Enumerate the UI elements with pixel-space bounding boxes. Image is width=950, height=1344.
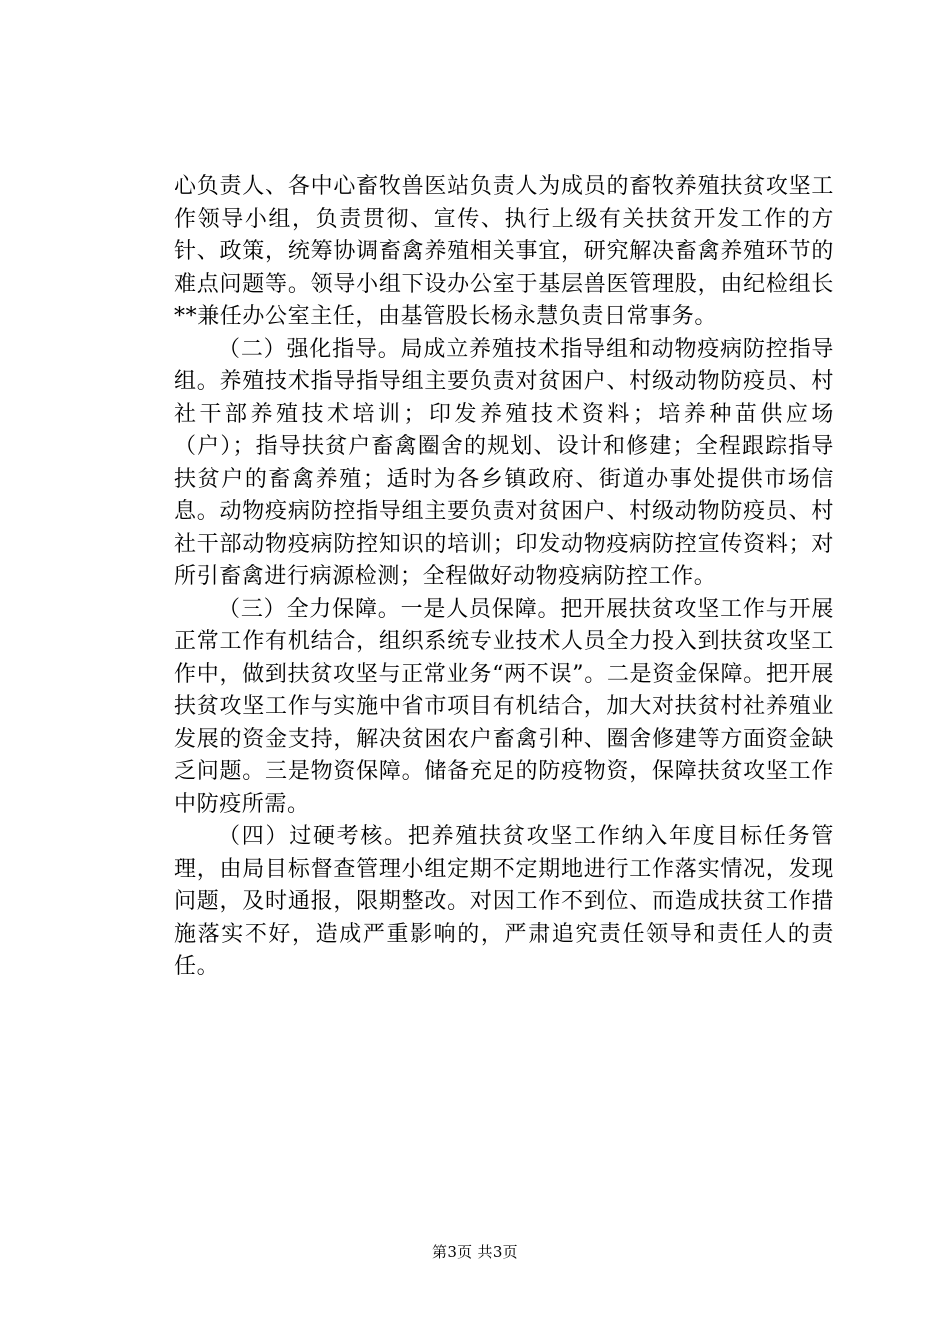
- page-number-footer: 第3页 共3页: [432, 1243, 518, 1261]
- paragraph-leading-members: 心负责人、各中心畜牧兽医站负责人为成员的畜牧养殖扶贫攻坚工作领导小组，负责贯彻、宣传、执行上级有关扶贫开发工作的方针、政策，统筹协调畜禽养殖相关事宜，研究解决畜禽养殖环节的难点问题等。领导小组下设办公室于基层兽医管理股，由纪检组长**兼任办公室主任，由基管股长杨永慧负责日常事务。: [174, 174, 834, 329]
- paragraph-full-support: （三）全力保障。一是人员保障。把开展扶贫攻坚工作与开展正常工作有机结合，组织系统专业技术人员全力投入到扶贫攻坚工作中，做到扶贫攻坚与正常业务“两不误”。二是资金保障。把开展扶贫攻坚工作与实施中省市项目有机结合，加大对扶贫村社养殖业发展的资金支持，解决贫困农户畜禽引种、圈舍修建等方面资金缺乏问题。三是物资保障。储备充足的防疫物资，保障扶贫攻坚工作中防疫所需。: [174, 596, 834, 817]
- document-body: [174, 171, 834, 984]
- paragraph-strengthen-guidance: （二）强化指导。局成立养殖技术指导组和动物疫病防控指导组。养殖技术指导指导组主要负责对贫困户、村级动物防疫员、村社干部养殖技术培训；印发养殖技术资料；培养种苗供应场（户）；指导扶贫户畜禽圈舍的规划、设计和修建；全程跟踪指导扶贫户的畜禽养殖；适时为各乡镇政府、街道办事处提供市场信息。动物疫病防控指导组主要负责对贫困户、村级动物防疫员、村社干部动物疫病防控知识的培训；印发动物疫病防控宣传资料；对所引畜禽进行病源检测；全程做好动物疫病防控工作。: [174, 336, 834, 589]
- paragraph-strict-assessment: （四）过硬考核。把养殖扶贫攻坚工作纳入年度目标任务管理，由局目标督查管理小组定期不定期地进行工作落实情况，发现问题，及时通报，限期整改。对因工作不到位、而造成扶贫工作措施落实不好，造成严重影响的，严肃追究责任领导和责任人的责任。: [174, 824, 834, 979]
